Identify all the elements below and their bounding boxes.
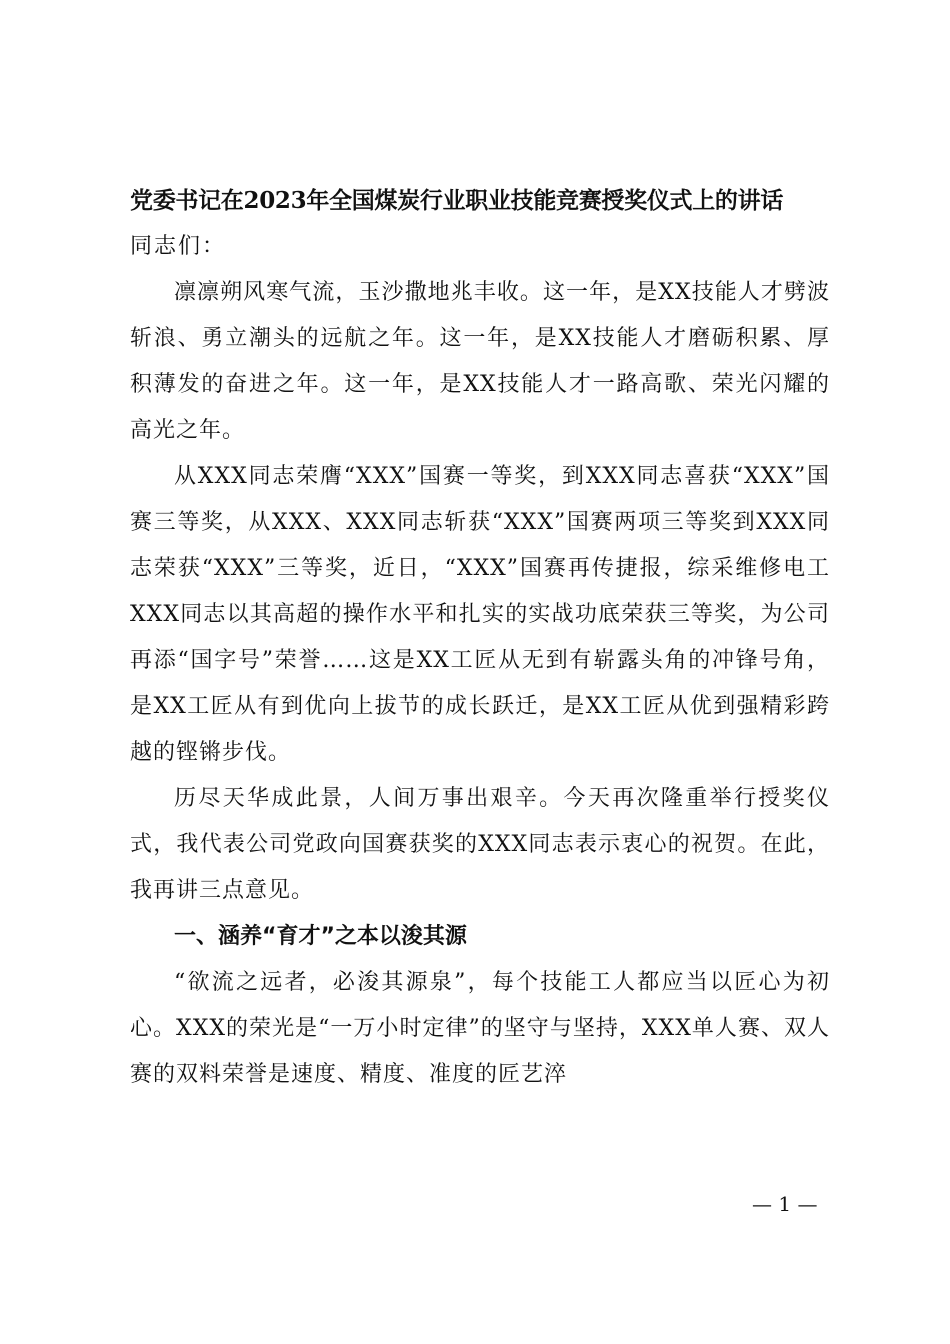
document-body	[130, 178, 830, 1098]
section-heading-1: 一、涵养“育才”之本以浚其源	[174, 924, 467, 949]
salutation: 同志们：	[130, 234, 227, 259]
paragraph-1: 凛凛朔风寒气流，玉沙撒地兆丰收。这一年，是XX技能人才劈波斩浪、勇立潮头的远航之年。这一年，是XX技能人才磨砺积累、厚积薄发的奋进之年。这一年，是XX技能人才一路高歌、荣光闪耀的高光之年。	[130, 280, 830, 443]
page-number: — 1 —	[752, 1192, 818, 1216]
paragraph-3: 历尽天华成此景，人间万事出艰辛。今天再次隆重举行授奖仪式，我代表公司党政向国赛获奖的XXX同志表示衷心的祝贺。在此，我再讲三点意见。	[130, 786, 830, 903]
section-1-paragraph: “欲流之远者，必浚其源泉”，每个技能工人都应当以匠心为初心。XXX的荣光是“一万小时定律”的坚守与坚持，XXX单人赛、双人赛的双料荣誉是速度、精度、准度的匠艺淬	[130, 970, 830, 1087]
document-title: 党委书记在2023年全国煤炭行业职业技能竞赛授奖仪式上的讲话	[130, 187, 784, 214]
paragraph-2: 从XXX同志荣膺“XXX”国赛一等奖，到XXX同志喜获“XXX”国赛三等奖，从XXX、XXX同志斩获“XXX”国赛两项三等奖到XXX同志荣获“XXX”三等奖，近日，“XXX”国赛再传捷报，综采维修电工XXX同志以其高超的操作水平和扎实的实战功底荣获三等奖，为公司再添“国字号”荣誉……这是XX工匠从无到有崭露头角的冲锋号角，是XX工匠从有到优向上拔节的成长跃迁，是XX工匠从优到强精彩跨越的铿锵步伐。	[130, 464, 830, 765]
